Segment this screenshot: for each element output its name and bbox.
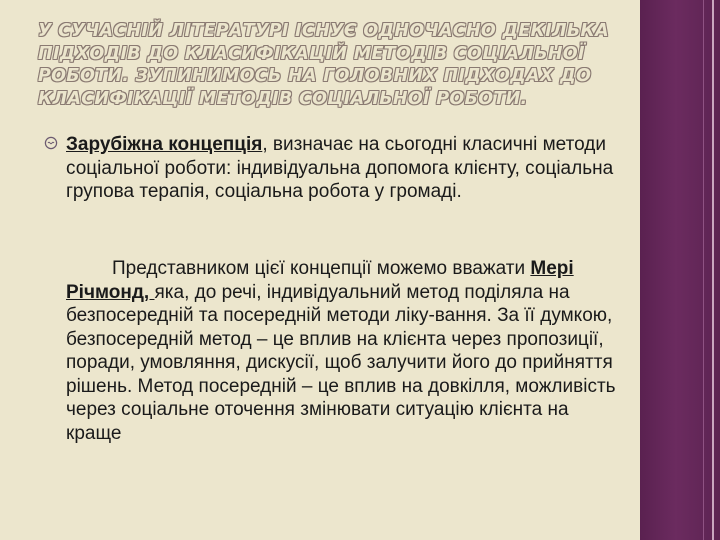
slide-title: У СУЧАСНІЙ ЛІТЕРАТУРІ ІСНУЄ ОДНОЧАСНО ДЕКІЛЬКА ПІДХОДІВ ДО КЛАСИФІКАЦІЙ МЕТОДІВ СОЦІАЛЬНОЇ РОБОТИ. ЗУПИНИМОСЬ НА ГОЛОВНИХ ПІДХОДАХ ДО КЛАСИФІКАЦІЇ МЕТОДІВ СОЦІАЛЬНОЇ РОБОТИ.: [38, 21, 609, 109]
bullet-text: [66, 133, 624, 204]
person-name: Мері Річмонд,: [66, 258, 574, 303]
bullet-description: , визначає на сьогодні класичні методи соціальної роботи: індивідуальна допомога клієнту, соціальна групова терапія, соціальна робота у громаді.: [66, 134, 614, 202]
sidebar-inner-line: [703, 0, 704, 540]
bullet-item: [44, 133, 624, 204]
paragraph-rest: яка, до речі, індивідуальний метод поділяла на безпосередній та посередній методи ліку-вання. За її думкою, безпосередній метод – це вплив на клієнта через пропозиції, поради, умовляння, дискусії, щоб залучити його до прийняття рішень. Метод посередній – це вплив на довкілля, можливість через соціальне оточення змінювати ситуацію клієнта на краще: [66, 281, 616, 444]
wavy-circle-bullet-icon: [44, 136, 58, 150]
decorative-sidebar: [640, 0, 720, 540]
sidebar-accent-line: [712, 0, 714, 540]
body-paragraph: [66, 257, 626, 445]
term-label: Зарубіжна концепція: [66, 134, 263, 155]
paragraph-lead: Представником цієї концепції можемо вважати: [112, 258, 531, 279]
